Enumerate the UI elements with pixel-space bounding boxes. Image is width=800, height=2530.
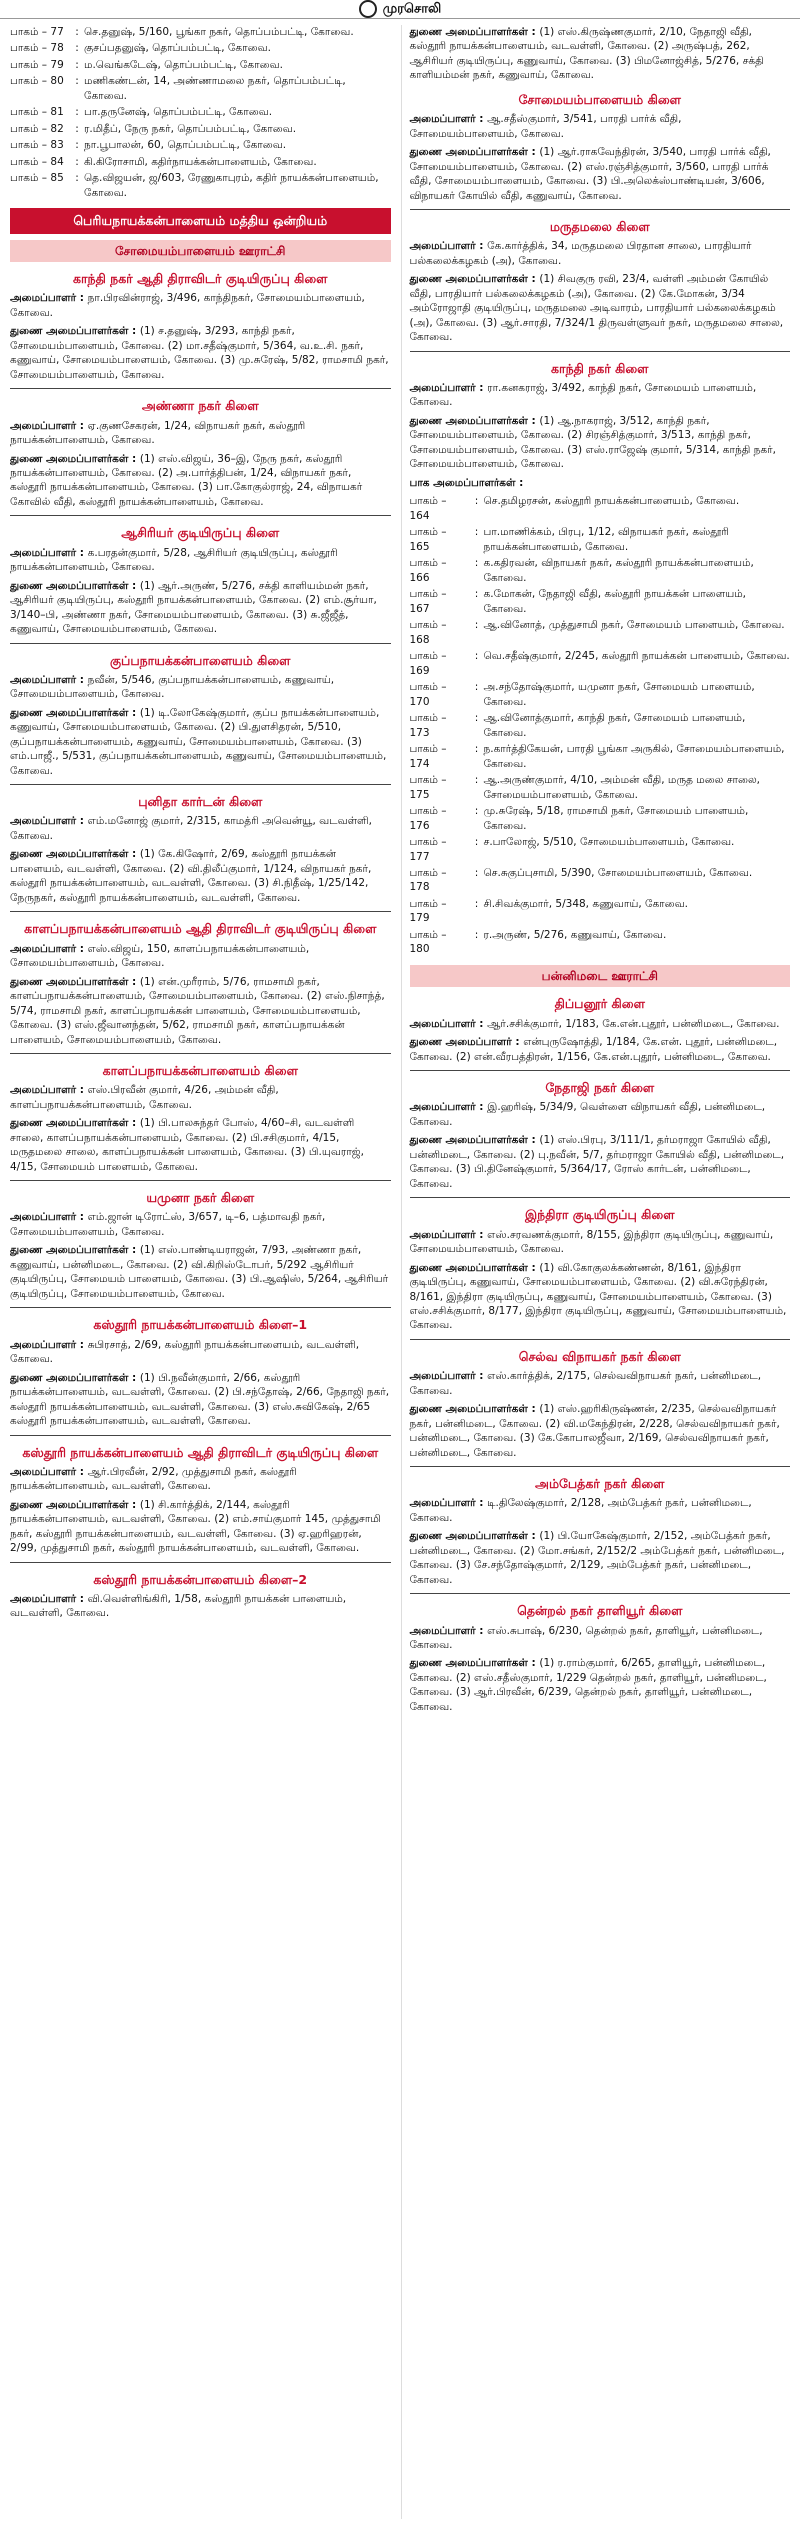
role-title: துணை அமைப்பாளர்கள் : [409,26,540,38]
role-title: துணை அமைப்பாளர்கள் : [10,1117,140,1130]
left-branches [10,270,391,1621]
branch-title: செல்வ விநாயகர் நகர் கிளை [518,1348,681,1364]
bagam-number: பாகம் – 77 [10,26,64,38]
right-branches-a [410,91,791,490]
role-title: துணை அமைப்பாளர்கள் : [10,706,140,719]
bagam-number: பாகம் – 169 [409,650,447,677]
branch-title: திப்பனூர் கிளை [554,996,645,1012]
bagam-value: அ.சந்தோஷ்குமார், யமுனா நகர், சோமையம் பாளையம், கோவை. [483,681,755,708]
role-title: துணை அமைப்பாளர்கள் : [10,1244,140,1257]
bagam-row [410,587,791,616]
left-column [10,25,391,2519]
bagam-number: பாகம் – 78 [10,42,64,55]
role-title: துணை அமைப்பாளர்கள் : [409,146,540,159]
section-divider [410,209,791,210]
bagam-value: ம.வெங்கடேஷ், தொப்பம்பட்டி, கோவை. [84,58,283,71]
bagam-number: பாகம் – 179 [409,897,447,925]
right-branches-b [410,995,791,1714]
bagam-number: பாகம் – 165 [409,526,447,553]
role-value: (1) பி.பாலசுந்தர் போஸ், 4/60–சி, வடவள்ளி சாலை, காளப்பநாயக்கன்பாளையம், கோவை. (2) பி.சசிகுமார், 4/15, மருதமலை சாலை, காளப்பநாயக்கன் பாளையம், கோவை. (3) பி.யுவராஜ், 4/15, சோமையம் பாளையம், கோவை. [10,1117,364,1173]
role-value: (1) பி.யோகேஷ்குமார், 2/152, அம்பேத்கர் நகர், பன்னிமடை, கோவை. (2) மோ.சங்கர், 2/152/2 அம்பேத்கர் நகர், பன்னிமடை, கோவை. (3) சே.சந்தோஷ்குமார், 2/129, அம்பேத்கர் நகர், பன்னிமடை, கோவை. [409,1530,785,1586]
section-divider [10,1053,391,1054]
section-divider [410,1339,791,1340]
role-line [10,1498,391,1556]
role-value: எம்.ஜான் டிரோட்ஸ், 3/657, டி–6, பத்மாவதி நகர், சோமையம்பாளையம், கோவை. [10,1211,326,1238]
bagam-colon: : [474,619,479,632]
role-line [410,1496,791,1525]
role-line [410,1017,791,1031]
role-line [10,1338,391,1367]
section-divider [10,1180,391,1181]
role-line [410,476,791,490]
bagam-colon: : [75,26,79,38]
role-title: துணை அமைப்பாளர்கள் : [10,452,140,465]
section-divider [10,388,391,389]
section-divider [10,1562,391,1563]
role-title: அமைப்பாளர் : [10,1465,88,1478]
role-value: எஸ்.கார்த்திக், 2/175, செல்வவிநாயகர் நகர், பன்னிமடை, கோவை. [409,1370,762,1397]
role-line [410,1228,791,1257]
bagam-number: பாகம் – 177 [409,836,447,863]
branch-title: கஸ்தூரி நாயக்கன்பாளையம் ஆதி திராவிடர் குடியிருப்பு கிளை [22,1444,379,1460]
section-divider [10,515,391,516]
role-value: (1) என்.முரீராம், 5/76, ராமசாமி நகர், காளப்பநாயக்கன்பாளையம், சோமையம்பாளையம், கோவை. (2) எஸ்.நிசாந்த், 5/74, ராமசாமி நகர், காளப்பநாயக்கன் பாளையம், சோமையம்பாளையம், கோவை. (3) எஸ்.ஜீவானந்தன், 5/62, ராமசாமி நகர், காளப்பநாயக்கன் பாளையம், சோமையம்பாளையம், கோவை. [10,975,385,1046]
role-value: (1) கே.கிஷோர், 2/69, கஸ்தூரி நாயக்கன் பாளையம், வடவள்ளி, கோவை. (2) வி.திலீப்குமார், 1/124, விநாயகர் நகர், கஸ்தூரி நாயக்கன்பாளையம், வடவள்ளி, கோவை. (3) சி.நிதீஷ், 1/25/142, நேருநகர், கஸ்தூரி நாயக்கன்பாளையம், வடவள்ளி, கோவை. [10,848,372,904]
role-line [10,706,391,778]
section-divider [10,784,391,785]
bagam-number: பாகம் – 176 [409,805,447,832]
role-title: துணை அமைப்பாளர்கள் : [409,414,540,427]
section-divider [410,1070,791,1071]
bagam-value: பா.மாணிக்கம், பிரபு, 1/12, விநாயகர் நகர், கஸ்தூரி நாயக்கன்பாளையம், கோவை. [483,526,729,553]
bagam-row [10,74,391,103]
role-line [410,1402,791,1460]
role-line [10,1371,391,1429]
bagam-row [10,25,391,39]
bagam-value: செ.சுகுப்புசாமி, 5/390, சோமையம்பாளையம், கோவை. [483,867,753,879]
role-value: (1) வி.கோகுலக்கண்ணன், 8/161, இந்திரா குடியிருப்பு, கணுவாய், சோமையம்பாளையம், கோவை. (2) வி.சுரேந்திரன், 8/161, இந்திரா குடியிருப்பு, கணுவாய், சோமையம்பாளையம், கோவை. (3) எஸ்.சசிக்குமார், 8/177, இந்திரா குடியிருப்பு, கணுவாய், சோமையம்பாளையம், கோவை. [409,1261,787,1332]
branch-title: அண்ணா நகர் கிளை [141,398,259,414]
role-line [10,1592,391,1621]
section-divider [10,911,391,912]
role-title: துணை அமைப்பாளர்கள் : [10,1498,140,1511]
branch-title: காளப்பநாயக்கன்பாளையம் ஆதி திராவிடர் குடியிருப்பு கிளை [24,921,377,937]
bagam-value: செ.தமிழரசன், கஸ்தூரி நாயக்கன்பாளையம், கோவை. [483,495,740,508]
branch-title: கஸ்தூரி நாயக்கன்பாளையம் கிளை–1 [93,1317,308,1333]
role-value: என்புருஷோத்தி, 1/184, கே.என். புதூர், பன்னிமடை, கோவை. (2) என்.வீரபத்திரன், 1/156, கே.என்.புதூர், பன்னிமடை, கோவை. [409,1036,778,1063]
bagam-value: ந.கார்த்திகேயன், பாரதி பூங்கா அருகில், சோமையம்பாளையம், கோவை. [483,743,785,770]
branch-title: யமுனா நகர் கிளை [146,1190,255,1206]
role-value: (1) எஸ்.விஜய், 36–இ, நேரு நகர், கஸ்தூரி நாயக்கன்பாளையம், கோவை. (2) அ.பார்த்திபன், 1/24, விநாயகர் நகர், கஸ்தூரி நாயக்கன்பாளையம், கோவை. (3) பா.கோகுல்ராஜ், 24, விநாயகர் கோவில் வீதி, கஸ்தூரி நாயக்கன்பாளையம், கோவை. [10,452,363,508]
bagam-number: பாகம் – 79 [10,58,64,71]
role-title: துணை அமைப்பாளர்கள் : [10,579,140,592]
bagam-value: பா.தருனேஷ், தொப்பம்பட்டி, கோவை. [84,106,273,119]
role-title: அமைப்பாளர் : [409,381,488,394]
bagam-colon: : [474,712,479,725]
role-value: ஆர்.சசிக்குமார், 1/183, கே.என்.புதூர், பன்னிமடை, கோவை. [487,1017,780,1030]
role-line [10,942,391,971]
role-line [410,239,791,268]
role-line [10,546,391,575]
bagam-colon: : [474,928,479,941]
bagam-row [410,556,791,585]
role-value: சுபிரசாத், 2/69, கஸ்தூரி நாயக்கன்பாளையம், வடவள்ளி, கோவை. [10,1338,360,1366]
bagam-row [410,897,791,926]
role-title: துணை அமைப்பாளர்கள் : [409,1261,540,1274]
bagam-number: பாகம் – 178 [409,867,447,894]
bagam-colon: : [474,557,479,570]
bagam-value: மணிகண்டன், 14, அண்ணாமலை நகர், தொப்பம்பட்டி, கோவை. [84,75,346,102]
role-title: பாக அமைப்பாளர்கள் : [409,476,524,489]
role-value: கே.கார்த்திக், 34, மருதமலை பிரதான சாலை, பாரதியார் பல்கலைக்கழகம் (அ), கோவை. [409,240,752,267]
bagam-colon: : [75,106,79,119]
bagam-number: பாகம் – 83 [10,139,64,152]
role-title: அமைப்பாளர் : [409,1101,488,1114]
section-divider [10,1435,391,1436]
role-line [10,1210,391,1239]
bagam-value: தெ.விஜயன், ஜ/603, ரேணுகாபுரம், கதிர் நாயக்கன்பாளையம், கோவை. [84,172,379,199]
role-line [410,1529,791,1587]
bagam-row [10,122,391,136]
role-value: (1) எஸ்.ஹரிகிருஷ்ணன், 2/235, செல்வவிநாயகர் நகர், பன்னிமடை, கோவை. (2) வி.மகேந்திரன், 2/228, செல்வவிநாயகர் நகர், பன்னிமடை, கோவை. (3) கே.கோபாலஜீவா, 2/169, செல்வவிநாயகர் நகர், பன்னிமடை, கோவை. [409,1403,780,1459]
role-line [410,145,791,203]
role-line [10,324,391,382]
role-title: அமைப்பாளர் : [409,240,488,253]
role-line [410,1656,791,1714]
bagam-number: பாகம் – 168 [409,619,447,646]
role-value: நவீன், 5/546, குப்பநாயக்கன்பாளையம், கணுவாய், சோமையம்பாளையம், கோவை. [10,673,335,701]
town-band: சோமையம்பாளையம் ஊராட்சி [10,240,391,263]
role-line [410,1261,791,1333]
right-top-lines [410,25,791,83]
role-title: துணை அமைப்பாளர்கள் : [10,325,140,338]
role-title: துணை அமைப்பாளர்கள் : [409,1657,540,1670]
role-line [10,975,391,1047]
bagam-colon: : [474,495,479,508]
branch-title: இந்திரா குடியிருப்பு கிளை [525,1207,675,1223]
role-title: அமைப்பாளர் : [409,1017,488,1030]
bagam-row [410,525,791,554]
bagam-value: ர.மிதீப், நேரு நகர், தொப்பம்பட்டி, கோவை. [84,122,297,135]
right-bagam-list [410,494,791,957]
role-title: அமைப்பாளர் : [409,1228,488,1241]
bagam-colon: : [474,867,479,879]
right-column [401,25,791,2519]
role-line [410,1369,791,1398]
role-value: க.பரதன்குமார், 5/28, ஆசிரியர் குடியிருப்பு, கஸ்தூரி நாயக்கன்பாளையம், கோவை. [10,546,338,574]
bagam-colon: : [474,588,479,601]
role-line [10,847,391,905]
role-title: அமைப்பாளர் : [10,673,88,686]
role-value: (1) ர.ராம்குமார், 6/265, தாளியூர், பன்னிமடை, கோவை. (2) எஸ்.சதீஸ்குமார், 1/229 தென்றல் நகர், தாளியூர், பன்னிமடை, கோவை. (3) ஆர்.பிரவீன், 6/239, தென்றல் நகர், தாளியூர், பன்னிமடை, கோவை. [409,1657,767,1713]
bagam-value: ஆ.வினோத்குமார், காந்தி நகர், சோமையம் பாளையம், கோவை. [483,712,746,739]
role-value: (1) பி.நவீன்குமார், 2/66, கஸ்தூரி நாயக்கன்பாளையம், வடவள்ளி, கோவை. (2) பி.சந்தோஷ், 2/66, நேதாஜி நகர், கஸ்தூரி நாயக்கன்பாளையம், வடவள்ளி, கோவை. (3) எஸ்.சுவிகேஷ், 2/65 கஸ்தூரி நாயக்கன்பாளையம், வடவள்ளி, கோவை. [10,1371,390,1428]
role-line [410,1624,791,1653]
bagam-number: பாகம் – 173 [409,712,447,739]
role-value: (1) எஸ்.பாண்டியராஜன், 7/93, அண்ணா நகர், கணுவாய், பன்னிமடை, கோவை. (2) வி.கிறிஸ்டோபர், 5/292 ஆசிரியர் குடியிருப்பு, சோமையம் பாளையம், கோவை. (3) பி.ஆஷிஸ், 5/264, ஆசிரியர் குடியிருப்பு, சோமையம்பாளையம், கோவை. [10,1244,389,1300]
role-value: ஏ.குணசேகரன், 1/24, விநாயகர் நகர், கஸ்தூரி நாயக்கன்பாளையம், கோவை. [10,419,306,447]
branch-title: தென்றல் நகர் தாளியூர் கிளை [517,1603,683,1619]
bagam-value: நா.பூபாலன், 60, தொப்பம்பட்டி, கோவை. [84,139,287,152]
bagam-value: ஆ.வினோத், முத்துசாமி நகர், சோமையம் பாளையம், கோவை. [483,619,785,632]
bagam-number: பாகம் – 170 [409,681,447,708]
role-title: துணை அமைப்பாளர் : [409,1036,524,1049]
role-line [410,1133,791,1191]
role-line [10,419,391,448]
role-title: துணை அமைப்பாளர்கள் : [409,1530,540,1543]
bagam-number: பாகம் – 166 [409,557,447,584]
bagam-value: வெ.சதீஷ்குமார், 2/245, கஸ்தூரி நாயக்கன் பாளையம், கோவை. [483,650,790,663]
bagam-row [410,649,791,678]
town-band-2: பன்னிமடை ஊராட்சி [410,965,791,988]
masthead-title: முரசொலி [382,1,442,17]
masthead-logo-icon [359,0,377,18]
bagam-row [10,41,391,55]
bagam-number: பாகம் – 84 [10,155,64,168]
role-value: எம்.மனோஜ் குமார், 2/315, காமத்ரி அவென்யூ, வடவள்ளி, கோவை. [10,815,373,842]
bagam-value: குசப்பதனுஷ், தொப்பம்பட்டி, கோவை. [84,42,271,55]
bagam-colon: : [75,58,79,71]
role-line [10,291,391,320]
section-divider [410,1197,791,1198]
role-value: எஸ்.பிரவீன் குமார், 4/26, அம்மன் வீதி, காளப்பநாயக்கன்பாளையம், கோவை. [10,1084,279,1111]
union-band: பெரியநாயக்கன்பாளையம் மத்திய ஒன்றியம் [10,208,391,233]
role-line [410,381,791,410]
bagam-row [410,742,791,771]
bagam-colon: : [474,743,479,756]
role-title: அமைப்பாளர் : [10,815,88,828]
bagam-colon: : [474,681,479,694]
section-divider [410,1466,791,1467]
bagam-row [410,494,791,523]
role-value: ஆர்.பிரவீன், 2/92, முத்துசாமி நகர், கஸ்தூரி நாயக்கன்பாளையம், வடவள்ளி, கோவை. [10,1465,297,1493]
role-title: அமைப்பாளர் : [10,942,88,955]
role-title: அமைப்பாளர் : [409,113,488,126]
bagam-number: பாகம் – 85 [10,172,64,185]
role-value: ரா.கனகராஜ், 3/492, காந்தி நகர், சோமையம் பாளையம், கோவை. [409,381,757,409]
bagam-row [10,171,391,200]
bagam-colon: : [75,172,79,185]
bagam-number: பாகம் – 167 [409,588,447,615]
page-body [0,19,800,2519]
branch-title: புனிதா கார்டன் கிளை [138,794,263,810]
role-value: வி.வெள்ளிங்கிரி, 1/58, கஸ்தூரி நாயக்கன் பாளையம், வடவள்ளி, கோவை. [10,1592,347,1620]
role-line [10,1083,391,1112]
bagam-number: பாகம் – 82 [10,122,64,135]
section-divider [410,1593,791,1594]
role-title: அமைப்பாளர் : [10,1338,88,1351]
branch-title: காளப்பநாயக்கன்பாளையம் கிளை [102,1063,298,1079]
role-title: அமைப்பாளர் : [10,1211,88,1224]
role-line [410,25,791,83]
role-value: (1) ச.தனுஷ், 3/293, காந்தி நகர், சோமையம்பாளையம், கோவை. (2) மா.சதீஷ்குமார், 5/364, வ.உ.சி. நகர், கணுவாய், சோமையம்பாளையம், கோவை. (3) மு.சுரேஷ், 5/82, ராமசாமி நகர், சோமையம்பாளையம், கோவை. [10,325,389,381]
branch-title: காந்தி நகர் கிளை [551,360,649,376]
role-value: (1) சி.கார்த்திக், 2/144, கஸ்தூரி நாயக்கன்பாளையம், வடவள்ளி, கோவை. (2) எம்.சாய்குமார் 145, முத்துசாமி நகர், கஸ்தூரி நாயக்கன்பாளையம், வடவள்ளி, கோவை. (3) ஏ.ஹரிஹரன், 2/99, முத்துசாமி நகர், கஸ்தூரி நாயக்கன்பாளையம், வடவள்ளி, கோவை. [10,1498,381,1555]
bagam-colon: : [474,650,479,663]
role-value: எஸ்.சரவணக்குமார், 8/155, இந்திரா குடியிருப்பு, கணுவாய், சோமையம்பாளையம், கோவை. [409,1228,774,1256]
role-line [410,112,791,141]
role-title: அமைப்பாளர் : [10,1084,88,1097]
role-value: நா.பிரவின்ராஜ், 3/496, காந்திநகர், சோமையம்பாளையம், கோவை. [10,292,365,319]
role-title: துணை அமைப்பாளர்கள் : [409,1403,540,1416]
bagam-number: பாகம் – 80 [10,75,64,88]
role-title: அமைப்பாளர் : [10,546,88,559]
bagam-number: பாகம் – 164 [409,495,447,522]
role-title: அமைப்பாளர் : [409,1370,488,1383]
role-value: (1) ஆர்.ராகவேந்திரன், 3/540, பாரதி பார்க் வீதி, சோமையம்பாளையம், கோவை. (2) எஸ்.ரஞ்சித்குமார், 3/560, பாரதி பார்க் வீதி, சோமையம்பாளையம், கோவை. (3) பி.அலெக்ஸ்பாண்டியன், 3/606, விநாயகர் கோயில் வீதி, கணுவாய், கோவை. [409,146,771,202]
bagam-row [10,138,391,152]
role-value: இ.ஹரிஷ், 5/34/9, வெள்ளை விநாயகர் வீதி, பன்னிமடை, கோவை. [409,1101,766,1128]
branch-title: காந்தி நகர் ஆதி திராவிடர் குடியிருப்பு கிளை [73,271,328,287]
role-title: துணை அமைப்பாளர்கள் : [409,1134,540,1147]
role-value: (1) எஸ்.கிருஷ்ணகுமார், 2/10, நேதாஜி வீதி, கஸ்தூரி நாயக்கன்பாளையம், வடவள்ளி, கோவை. (2) அருஷ்பத், 262, ஆசிரியர் குடியிருப்பு, கணுவாய், கோவை. (3) பிமனோஜ்சித், 5/276, சக்தி காளியம்மன் நகர், கணுவாய், கோவை. [409,26,764,82]
branch-title: கஸ்தூரி நாயக்கன்பாளையம் கிளை–2 [93,1571,308,1587]
bagam-colon: : [75,42,79,55]
bagam-value: ர.அருண், 5/276, கணுவாய், கோவை. [483,928,667,941]
role-value: எஸ்.விஜய், 150, காளப்பநாயக்கன்பாளையம், சோமையம்பாளையம், கோவை. [10,942,310,970]
section-divider [410,351,791,352]
bagam-value: செ.தனுஷ், 5/160, பூங்கா நகர், தொப்பம்பட்டி, கோவை. [84,26,354,38]
branch-title: ஆசிரியர் குடியிருப்பு கிளை [121,525,280,541]
role-title: அமைப்பாளர் : [10,419,88,432]
branch-title: அம்பேத்கர் நகர் கிளை [535,1476,665,1492]
bagam-colon: : [474,897,479,910]
role-value: டி.திலேஷ்குமார், 2/128, அம்பேத்கர் நகர், பன்னிமடை, கோவை. [409,1497,752,1524]
left-bagam-list [10,25,391,200]
bagam-row [410,835,791,864]
bagam-colon: : [474,774,479,787]
role-title: துணை அமைப்பாளர்கள் : [10,975,140,988]
role-title: அமைப்பாளர் : [409,1497,488,1510]
role-line [10,1116,391,1174]
bagam-colon: : [75,155,79,168]
bagam-row [10,155,391,169]
bagam-row [410,680,791,709]
role-line [410,414,791,472]
bagam-number: பாகம் – 175 [409,774,447,801]
bagam-number: பாகம் – 180 [409,928,447,956]
role-title: துணை அமைப்பாளர்கள் : [10,848,140,861]
branch-title: குப்பநாயக்கன்பாளையம் கிளை [110,652,291,668]
bagam-value: க.மோகன், நேதாஜி வீதி, கஸ்தூரி நாயக்கன் பாளையம், கோவை. [483,588,747,615]
role-value: (1) ஆ.நாகராஜ், 3/512, காந்தி நகர், சோமையம்பாளையம், கோவை. (2) சிரஞ்சித்குமார், 3/513, காந்தி நகர், சோமையம்பாளையம், கோவை. (3) எஸ்.ராஜேஷ் குமார், 5/314, காந்தி நகர், சோமையம்பாளையம், கோவை. [409,414,776,471]
bagam-value: ச.பாலோஜ், 5/510, சோமையம்பாளையம், கோவை. [483,836,735,849]
role-line [10,673,391,702]
role-line [10,452,391,510]
role-line [410,272,791,344]
bagam-colon: : [75,75,79,88]
bagam-row [410,618,791,647]
bagam-row [410,928,791,957]
role-title: அமைப்பாளர் : [10,1592,88,1605]
role-title: துணை அமைப்பாளர்கள் : [409,273,540,286]
role-line [10,1243,391,1301]
bagam-row [410,711,791,740]
bagam-row [10,58,391,72]
role-title: அமைப்பாளர் : [10,292,88,305]
role-line [410,1035,791,1064]
bagam-row [410,866,791,895]
bagam-number: பாகம் – 81 [10,106,64,119]
bagam-number: பாகம் – 174 [409,743,447,770]
bagam-row [410,773,791,802]
bagam-row [10,105,391,119]
bagam-value: க.கதிரவன், விநாயகர் நகர், கஸ்தூரி நாயக்கன்பாளையம், கோவை. [483,557,754,584]
bagam-colon: : [474,526,479,539]
section-divider [10,1307,391,1308]
role-value: (1) சிவகுரு ரவி, 23/4, வள்ளி அம்மன் கோயில் வீதி, பாரதியார் பல்கலைக்கழகம் (அ), கோவை. (2) கே.மோகன், 3/34 அம்ரோஜாதி குடியிருப்பு, மருதமலை அடிவாரம், பாரதியார் பல்கலைக்கழகம் (அ), கோவை. (3) ஆர்.சாரதி, 7/324/1 திருவள்ளுவர் நகர், மருதமலை சாலை, கோவை. [409,273,784,344]
branch-title: மருதமலை கிளை [549,219,650,235]
bagam-colon: : [75,139,79,152]
bagam-colon: : [474,836,479,849]
role-value: ஆ.சதீஸ்குமார், 3/541, பாரதி பார்க் வீதி, சோமையம்பாளையம், கோவை. [409,113,682,140]
role-value: (1) ஆர்.அருண், 5/276, சக்தி காளியம்மன் நகர், ஆசிரியர் குடியிருப்பு, கஸ்தூரி நாயக்கன்பாளையம், கோவை. (2) எம்.சூர்யா, 3/140–பி, அண்ணா நகர், சோமையம்பாளையம், கோவை. (3) சு.ஜீஜீத், கணுவாய், சோமையம்பாளையம், கோவை. [10,579,377,636]
bagam-value: சி.சிவக்குமார், 5/348, கணுவாய், கோவை. [483,897,688,910]
branch-title: நேதாஜி நகர் கிளை [545,1080,655,1096]
masthead [0,0,800,19]
bagam-value: கி.கிரோசாமி, கதிர்நாயக்கன்பாளையம், கோவை. [84,155,317,168]
bagam-colon: : [474,805,479,818]
role-value: எஸ்.சுபாஷ், 6/230, தென்றல் நகர், தாளியூர், பன்னிமடை, கோவை. [409,1624,763,1651]
bagam-value: ஆ.அருண்குமார், 4/10, அம்மன் வீதி, மருத மலை சாலை, சோமையம்பாளையம், கோவை. [483,774,760,801]
role-line [410,1100,791,1129]
role-value: (1) டி.லோகேஷ்குமார், குப்ப நாயக்கன்பாளையம், கணுவாய், சோமையம்பாளையம், கோவை. (2) பி.துளசிதரன், 5/510, குப்பநாயக்கன்பாளையம், கணுவாய், சோமையம்பாளையம், கோவை. (3) எம்.பாஜீ., 5/531, குப்பநாயக்கன்பாளையம், கணுவாய், சோமையம்பாளையம், கோவை. [10,706,387,777]
role-title: அமைப்பாளர் : [409,1624,488,1637]
bagam-colon: : [75,122,79,135]
bagam-row [410,804,791,833]
bagam-value: மு.சுரேஷ், 5/18, ராமசாமி நகர், சோமையம் பாளையம், கோவை. [483,805,749,832]
role-line [10,579,391,637]
role-value: (1) எஸ்.பிரபு, 3/111/1, தர்மராஜா கோயில் வீதி, பன்னிமடை, கோவை. (2) பு.நவீன், 5/7, தர்மராஜா கோயில் வீதி, பன்னிமடை, கோவை. (3) பி.தினேஷ்குமார், 5/364/17, ரோஸ் கார்டன், பன்னிமடை, கோவை. [409,1134,785,1190]
branch-title: சோமையம்பாளையம் கிளை [518,91,681,107]
role-line [10,814,391,843]
role-title: துணை அமைப்பாளர்கள் : [10,1371,140,1384]
role-line [10,1465,391,1494]
section-divider [10,643,391,644]
